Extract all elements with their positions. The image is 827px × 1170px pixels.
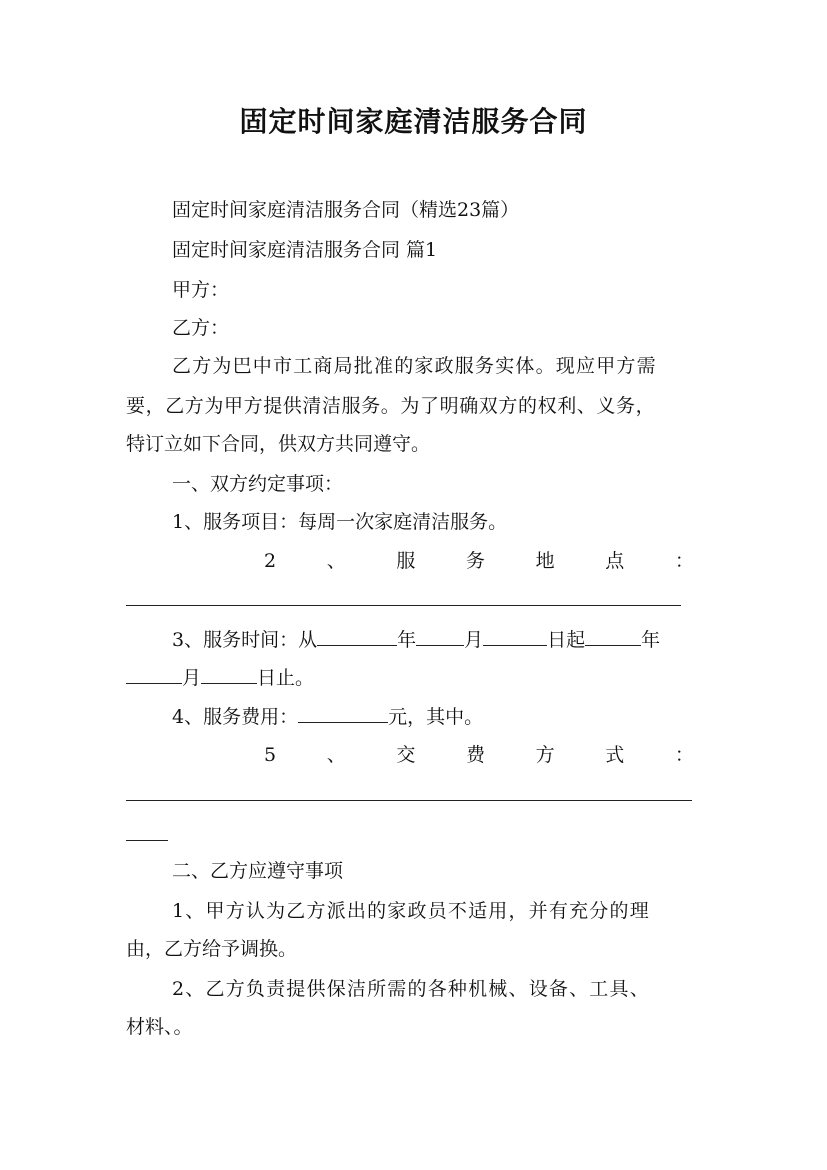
- start-month-blank: [416, 627, 464, 646]
- item-5-payment-method-label: [264, 741, 694, 769]
- payment-method-blank-continued: [126, 840, 168, 841]
- item-3-prefix: 3、服务时间：从: [172, 629, 318, 651]
- item-4-suffix: 元，其中。: [388, 706, 484, 728]
- item-5-char: 5: [264, 744, 277, 766]
- item-2-char: 务: [466, 550, 486, 572]
- service-location-blank: [126, 605, 681, 606]
- intro-paragraph-line-1: 乙方为巴中市工商局批准的家政服务实体。现应甲方需: [172, 355, 657, 377]
- end-day-blank: [201, 665, 257, 684]
- section-2-heading: 二、乙方应遵守事项: [172, 860, 344, 882]
- payment-method-blank: [126, 800, 692, 801]
- day-to-label: 日止。: [257, 667, 315, 689]
- fee-amount-blank: [298, 704, 388, 723]
- day-from-label: 日起: [547, 629, 586, 651]
- subtitle: 固定时间家庭清洁服务合同（精选23篇）: [172, 199, 520, 221]
- item-5-char: 式: [605, 744, 625, 766]
- item-2-char: 服: [396, 550, 416, 572]
- item-1-service-project: 1、服务项目：每周一次家庭清洁服务。: [172, 511, 508, 533]
- rule-2-line-2: 材料、。: [126, 1016, 193, 1038]
- item-2-char: 点: [605, 550, 625, 572]
- intro-paragraph-line-3: 特订立如下合同，供双方共同遵守。: [126, 433, 431, 455]
- rule-1-line-2: 由，乙方给予调换。: [126, 938, 298, 960]
- item-4-prefix: 4、服务费用：: [172, 706, 299, 728]
- item-5-char: 费: [466, 744, 486, 766]
- section-1-heading: 一、双方约定事项：: [172, 473, 344, 495]
- item-2-char: 、: [326, 550, 346, 572]
- rule-2-line-1: 2、乙方负责提供保洁所需的各种机械、设备、工具、: [172, 978, 650, 1000]
- month-label-2: 月: [182, 667, 202, 689]
- item-4-service-fee: [172, 703, 483, 731]
- document-title: 固定时间家庭清洁服务合同: [239, 105, 588, 138]
- start-year-blank: [317, 627, 397, 646]
- end-month-blank: [126, 665, 182, 684]
- end-year-blank: [585, 627, 641, 646]
- party-b-label: 乙方：: [172, 317, 230, 339]
- year-label: 年: [397, 629, 417, 651]
- item-3-service-time: [172, 626, 660, 654]
- article-heading: 固定时间家庭清洁服务合同 篇1: [172, 239, 438, 261]
- item-2-char: ：: [674, 550, 694, 572]
- item-5-char: 、: [326, 744, 346, 766]
- item-5-char: 方: [535, 744, 555, 766]
- party-a-label: 甲方：: [172, 279, 230, 301]
- item-5-char: ：: [674, 744, 694, 766]
- rule-1-line-1: 1、甲方认为乙方派出的家政员不适用，并有充分的理: [172, 900, 650, 922]
- item-2-char: 2: [264, 550, 277, 572]
- month-label: 月: [464, 629, 484, 651]
- item-2-service-location-label: [264, 547, 694, 575]
- intro-paragraph-line-2: 要，乙方为甲方提供清洁服务。为了明确双方的权利、义务，: [126, 395, 656, 417]
- start-day-blank: [483, 627, 547, 646]
- item-3-service-time-continued: [126, 664, 314, 692]
- item-2-char: 地: [535, 550, 555, 572]
- year-label-2: 年: [641, 629, 661, 651]
- item-5-char: 交: [396, 744, 416, 766]
